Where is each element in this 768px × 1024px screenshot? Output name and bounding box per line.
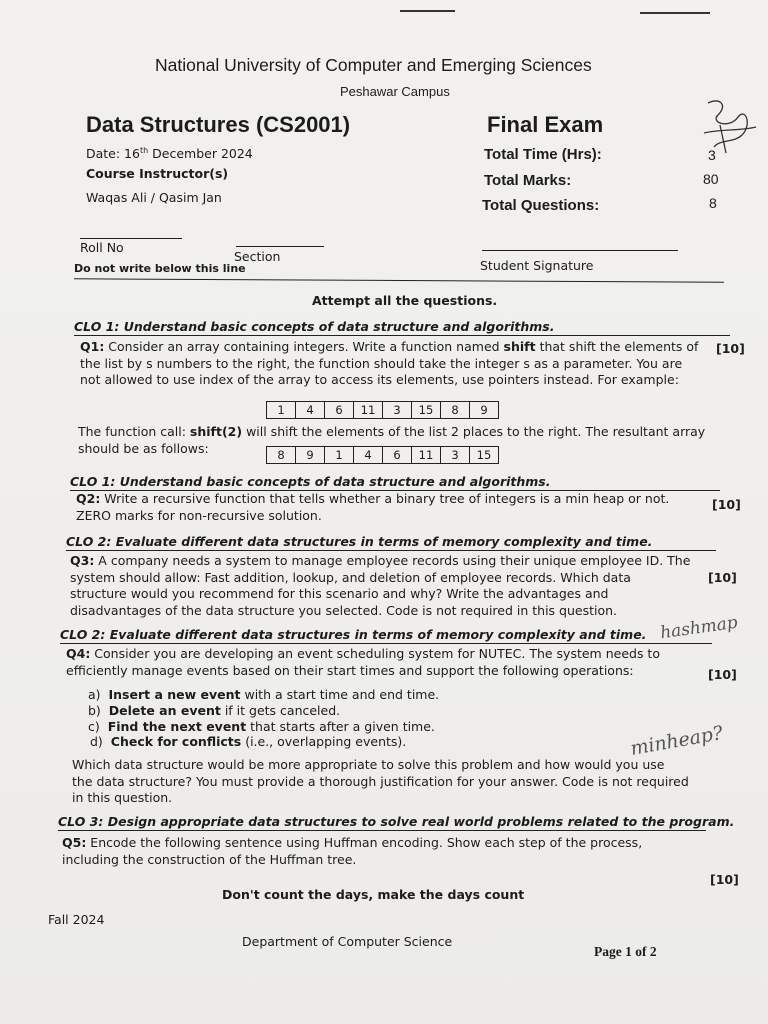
question-5: Q5: Encode the following sentence using Huffman encoding. Show each step of the process, including the construction of the Huffman tree. xyxy=(62,835,643,867)
question-1-marks: [10] xyxy=(716,341,745,356)
array-cell: 3 xyxy=(441,447,470,463)
do-not-write-note: Do not write below this line xyxy=(74,262,246,275)
huffman-sentence: Don't count the days, make the days count xyxy=(222,887,525,902)
campus-name: Peshawar Campus xyxy=(340,84,450,99)
signature-label: Student Signature xyxy=(480,258,594,273)
question-3: Q3: A company needs a system to manage employee records using their unique employee ID. The system should allow: Fast addition, lookup, and deletion of employee records. Which data structure would you recommend for this scenario and why? Write the advantages and disadvantages of the data structure you selected. Code is not required in this question. xyxy=(70,553,691,618)
array-cell: 6 xyxy=(383,447,412,463)
array-cell: 11 xyxy=(354,402,383,418)
array-cell: 8 xyxy=(267,447,296,463)
array-cell: 11 xyxy=(412,447,441,463)
signature-line xyxy=(482,250,678,251)
total-questions-value: 8 xyxy=(709,195,717,211)
university-name: National University of Computer and Emerging Sciences xyxy=(155,55,592,75)
total-time-value: 3 xyxy=(708,147,716,163)
array-after xyxy=(266,446,499,464)
question-4-marks: [10] xyxy=(708,667,737,682)
question-3-marks: [10] xyxy=(708,570,737,585)
scan-mark xyxy=(640,12,710,14)
clo-heading: CLO 1: Understand basic concepts of data structure and algorithms. xyxy=(74,319,730,336)
question-4: Q4: Consider you are developing an event scheduling system for NUTEC. The system needs to efficiently manage events based on their start times and support the following operations: xyxy=(66,646,660,678)
clo-heading: CLO 2: Evaluate different data structures in terms of memory complexity and time. xyxy=(60,627,712,644)
roll-no-line xyxy=(80,238,182,239)
question-5-marks: [10] xyxy=(710,872,739,887)
scan-mark xyxy=(400,10,455,12)
footer-semester: Fall 2024 xyxy=(48,912,105,927)
total-marks-value: 80 xyxy=(703,171,719,187)
footer-page-number: Page 1 of 2 xyxy=(594,944,657,959)
question-4-option: c) Find the next event that starts after a given time. xyxy=(88,719,435,734)
course-title: Data Structures (CS2001) xyxy=(86,112,351,137)
question-2-marks: [10] xyxy=(712,497,741,512)
clo-heading: CLO 1: Understand basic concepts of data structure and algorithms. xyxy=(70,474,720,491)
array-cell: 4 xyxy=(354,447,383,463)
question-4-prompt: Which data structure would be more appropriate to solve this problem and how would you use the data structure? You must provide a thorough justification for your answer. Code is not required in this question. xyxy=(72,757,689,805)
question-4-option: a) Insert a new event with a start time and end time. xyxy=(88,687,440,702)
question-4-option: b) Delete an event if it gets canceled. xyxy=(88,703,341,718)
question-1: Q1: Consider an array containing integers. Write a function named shift that shift the elements of the list by s numbers to the right, the function should take the integer s as a parameter. You are not allowed to use index of the array to access its elements, use pointers instead. For example: xyxy=(80,339,699,387)
question-2: Q2: Write a recursive function that tells whether a binary tree of integers is a min heap or not. ZERO marks for non-recursive solution. xyxy=(76,491,670,523)
array-cell: 15 xyxy=(412,402,441,418)
exam-type: Final Exam xyxy=(487,112,604,137)
roll-no-label: Roll No xyxy=(80,240,124,255)
array-cell: 1 xyxy=(267,402,296,418)
total-marks-label: Total Marks: xyxy=(484,172,572,189)
exam-date: Date: 16th December 2024 xyxy=(86,146,253,162)
footer-department: Department of Computer Science xyxy=(242,934,453,949)
array-before xyxy=(266,401,499,419)
handwritten-note-minheap: minheap? xyxy=(628,722,725,760)
array-cell: 9 xyxy=(480,403,488,417)
clo-heading: CLO 2: Evaluate different data structures in terms of memory complexity and time. xyxy=(66,534,716,551)
array-cell: 3 xyxy=(383,402,412,418)
handwritten-note-hashmap: hashmap xyxy=(658,612,739,644)
clo-heading: CLO 3: Design appropriate data structures to solve real world problems related to the program. xyxy=(58,814,735,829)
question-1-call: The function call: shift(2) will shift the elements of the list 2 places to the right. The resultant array should be as follows: xyxy=(78,424,706,456)
section-label: Section xyxy=(234,249,281,264)
array-cell: 8 xyxy=(441,402,470,418)
array-cell: 9 xyxy=(296,447,325,463)
question-4-option: d) Check for conflicts (i.e., overlapping events). xyxy=(90,734,407,749)
total-time-label: Total Time (Hrs): xyxy=(484,146,602,163)
instructions: Attempt all the questions. xyxy=(312,293,498,308)
total-questions-label: Total Questions: xyxy=(482,197,600,214)
divider xyxy=(74,278,724,282)
array-cell: 6 xyxy=(325,402,354,418)
instructor-label: Course Instructor(s) xyxy=(86,166,229,181)
section-line xyxy=(236,246,324,247)
array-cell: 4 xyxy=(296,402,325,418)
handwritten-signature-mark xyxy=(690,95,760,165)
instructor-names: Waqas Ali / Qasim Jan xyxy=(86,190,222,205)
array-cell: 15 xyxy=(476,448,492,462)
array-cell: 1 xyxy=(325,447,354,463)
